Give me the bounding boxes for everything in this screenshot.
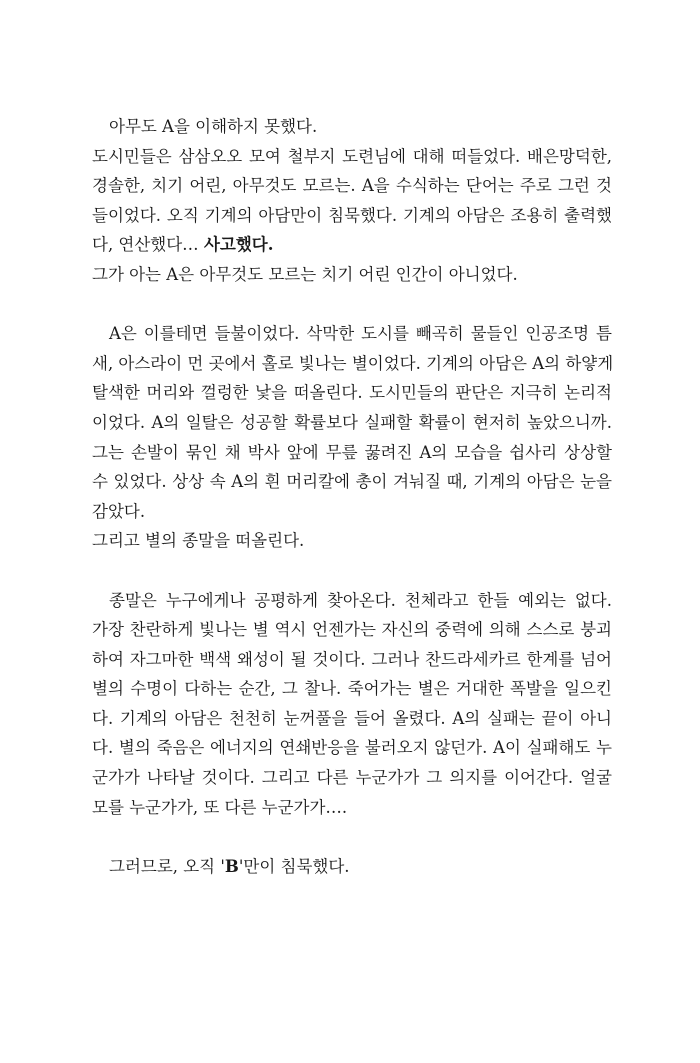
emphasis-letter: B: [224, 856, 239, 876]
paragraph-2-line-6: 수 있었다. 상상 속 A의 흰 머리칼에 총이 겨눠질 때, 기계의 아담은 눈을: [92, 472, 612, 492]
paragraph-3-line-5: 다. 기계의 아담은 천천히 눈꺼풀을 들어 올렸다. A의 실패는 끝이 아니: [92, 708, 612, 728]
paragraph-1-line-5: [92, 230, 612, 260]
paragraph-3-line-8: 모를 누군가가, 또 다른 누군가가….: [92, 797, 348, 817]
paragraph-2-line-5: 그는 손발이 묶인 채 박사 앞에 무릎 꿇려진 A의 모습을 쉽사리 상상할: [92, 442, 612, 462]
paragraph-3-line-6: 다. 별의 죽음은 에너지의 연쇄반응을 불러오지 않던가. A이 실패해도 누: [92, 738, 612, 758]
body-text: [92, 112, 612, 881]
paragraph-1-line-4: 들이었다. 오직 기계의 아담만이 침묵했다. 기계의 아담은 조용히 출력했: [92, 205, 612, 225]
paragraph-3-line-1: 종말은 누구에게나 공평하게 찾아온다. 천체라고 한들 예외는 없다.: [109, 590, 612, 610]
paragraph-3-line-3: 하여 자그마한 백색 왜성이 될 것이다. 그러나 찬드라세카르 한계를 넘어: [92, 649, 612, 669]
paragraph-2-line-8: 그리고 별의 종말을 떠올린다.: [92, 531, 305, 551]
paragraph-2-line-1: A은 이를테면 들불이었다. 삭막한 도시를 빼곡히 물들인 인공조명 틈: [109, 324, 612, 344]
emphasis-text: 사고했다.: [203, 235, 274, 255]
paragraph-1-line-3: 경솔한, 치기 어린, 아무것도 모르는. A을 수식하는 단어는 주로 그런 것: [92, 176, 612, 196]
paragraph-gap: [92, 290, 612, 320]
paragraph-2-line-7: 감았다.: [92, 501, 146, 521]
paragraph-3-line-4: 별의 수명이 다하는 순간, 그 찰나. 죽어가는 별은 거대한 폭발을 일으킨: [92, 679, 612, 699]
paragraph-3-line-2: 가장 찬란하게 빛나는 별 역시 언젠가는 자신의 중력에 의해 스스로 붕괴: [92, 620, 612, 640]
paragraph-1-line-2: 도시민들은 삼삼오오 모여 철부지 도련님에 대해 떠들었다. 배은망덕한,: [92, 146, 612, 166]
paragraph-gap: [92, 556, 612, 586]
paragraph-gap: [92, 822, 612, 852]
paragraph-4-line-1: [92, 852, 612, 882]
paragraph-2-line-4: 이었다. A의 일탈은 성공할 확률보다 실패할 확률이 현저히 높았으니까.: [92, 412, 612, 432]
paragraph-4-text-pre: 그러므로, 오직 ': [109, 856, 225, 876]
paragraph-4-text-post: '만이 침묵했다.: [238, 856, 350, 876]
paragraph-2-line-3: 탈색한 머리와 껄렁한 낯을 떠올린다. 도시민들의 판단은 지극히 논리적: [92, 383, 612, 403]
paragraph-1-line-5-text: 다, 연산했다…: [92, 235, 199, 255]
paragraph-2-line-2: 새, 아스라이 먼 곳에서 홀로 빛나는 별이었다. 기계의 아담은 A의 하얗게: [92, 353, 614, 373]
paragraph-1-line-6: 그가 아는 A은 아무것도 모르는 치기 어린 인간이 아니었다.: [92, 264, 518, 284]
paragraph-3-line-7: 군가가 나타날 것이다. 그리고 다른 누군가가 그 의지를 이어간다. 얼굴: [92, 768, 612, 788]
paragraph-1-line-1: 아무도 A을 이해하지 못했다.: [109, 117, 318, 136]
